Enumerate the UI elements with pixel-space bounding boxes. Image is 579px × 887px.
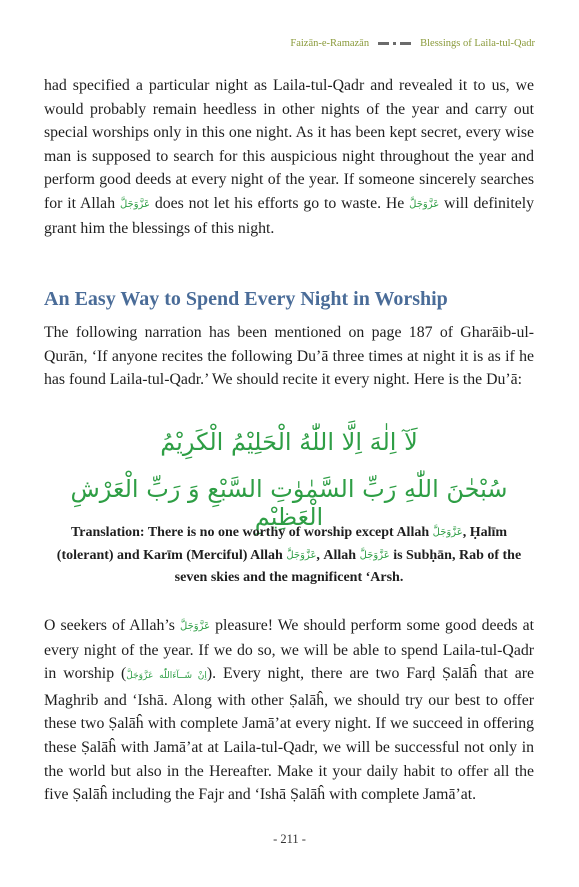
text-segment: will definitely grant him the blessings of this night.: [44, 194, 535, 237]
page-number: - 211 -: [273, 832, 306, 846]
header-chapter-title: Blessings of Laila-tul-Qadr: [420, 38, 535, 49]
text-segment: is Subḥān, Rab of the seven skies and the magnificent ‘Arsh.: [174, 547, 522, 585]
text-segment: ). Every night, there are two Farḍ Ṣalāĥ that are Maghrib and ‘Ishā. Along with other Ṣalāĥ, we should try our best to offer these two Ṣalāĥ with complete Jamā’at every night. If we succeed in offering these Ṣalāĥ with Jamā’at at Laila-tul-Qadr, we will be successful not only in the world but also in the Hereafter. Make it your daily habit to offer all the five Ṣalāĥ including the Fajr and ‘Ishā Ṣalāĥ with complete Jamā’at.: [44, 665, 534, 804]
text-segment: had specified a particular night as Laila-tul-Qadr and revealed it to us, we would probably remain heedless in other nights of the year and carry out special worships only in this one night. As it has been kept secret, every wise man is supposed to search for this auspicious night throughout the year and perform good deeds at every night of the year. If someone sincerely searches for it Allah: [44, 77, 534, 212]
separator-dot: [393, 42, 396, 45]
separator-dash: [400, 42, 411, 45]
text-segment: , Ḥalīm (tolerant) and Karīm (Merciful) Allah: [56, 525, 508, 563]
honorific-azzawajal: عَزَّوَجَلَّ: [432, 527, 463, 538]
text-segment: Translation: There is no one worthy of worship except Allah: [70, 525, 433, 540]
text-segment: pleasure! We should perform some good deeds at every night of the year. If we do so, we will be able to spend Laila-tul-Qadr in worship (: [44, 617, 534, 683]
dua-line-2: سُبْحٰنَ اللّٰهِ رَبِّ السَّمٰوٰتِ السَّبْعِ وَ رَبِّ الْعَرْشِ الْعَظِيْمِ: [70, 475, 508, 531]
paragraph-narration: The following narration has been mentioned on page 187 of Gharāib-ul-Qurān, ‘If anyone recites the following Du’ā three times at night it is as if he has found Laila-tul-Qadr.’ We should recite it every night. Here is the Du’ā:: [44, 324, 534, 389]
paragraph-intro: [44, 74, 534, 240]
separator-dash: [378, 42, 389, 45]
dua-line-1: لَآ اِلٰهَ اِلَّا اللّٰهُ الْحَلِيْمُ الْكَرِيْمُ: [160, 428, 418, 456]
honorific-azzawajal: عَزَّوَجَلَّ: [180, 621, 211, 632]
text-segment: O seekers of Allah’s: [44, 617, 180, 634]
paragraph-seekers: [44, 614, 534, 807]
honorific-azzawajal: عَزَّوَجَلَّ: [286, 549, 317, 561]
running-header: [290, 38, 535, 49]
section-heading: An Easy Way to Spend Every Night in Worship: [44, 288, 448, 310]
insha-allah-phrase: اِنْ شَــآءَاللّٰه عَزَّوَجَلَّ: [126, 671, 207, 682]
honorific-azzawajal: عَزَّوَجَلَّ: [409, 198, 440, 210]
text-segment: does not let his efforts go to waste. He: [150, 194, 410, 212]
dua-translation: [44, 522, 534, 590]
header-book-title: Faizān-e-Ramazān: [290, 38, 370, 49]
text-segment: , Allah: [316, 547, 360, 563]
honorific-azzawajal: عَزَّوَجَلَّ: [359, 549, 390, 561]
header-separator: [378, 42, 411, 45]
honorific-azzawajal: عَزَّوَجَلَّ: [119, 198, 151, 210]
